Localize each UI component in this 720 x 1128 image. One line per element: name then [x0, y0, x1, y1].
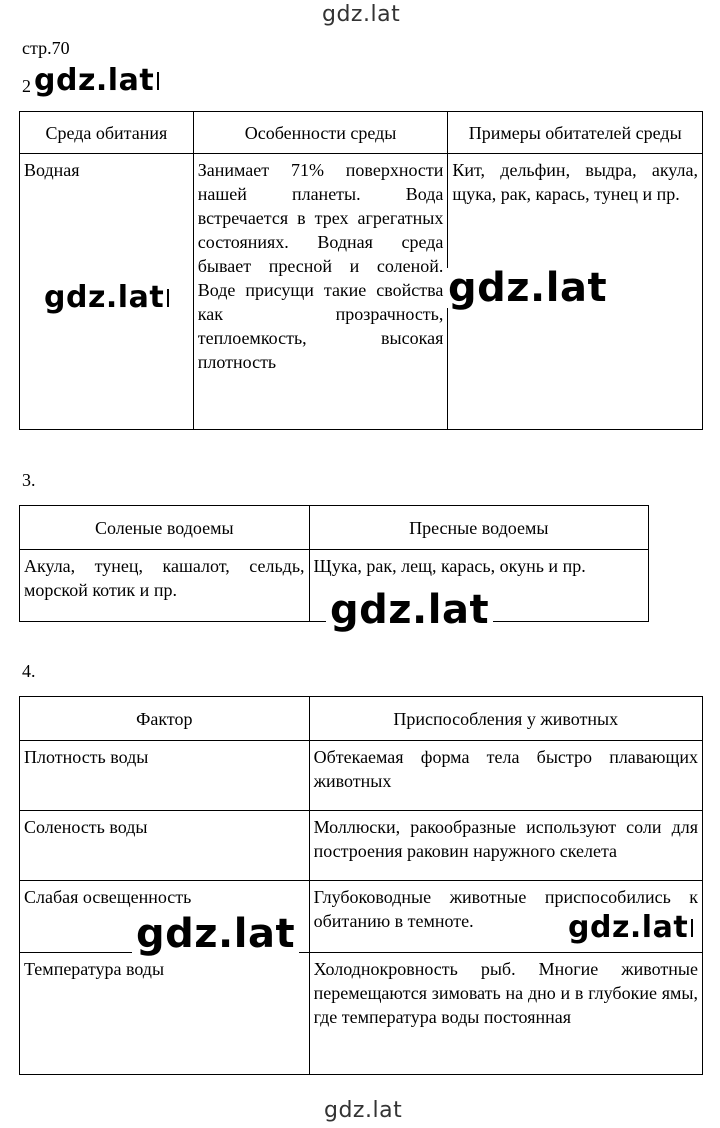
header-examples: Примеры обитателей среды — [448, 112, 703, 154]
waterbody-table-header — [20, 506, 649, 550]
cell-features: Занимает 71% поверхности нашей планеты. Вода встречается в трех агрегатных состояниях. Водная среда бывает пресной и соленой. Воде присущи такие свойства как прозрачность, теплоемкость, высокая плотность — [193, 154, 448, 430]
header-features: Особенности среды — [193, 112, 448, 154]
cell-adaptation: Глубоководные животные приспособились к обитанию в темноте. — [309, 881, 702, 953]
cell-adaptation: Холоднокровность рыб. Многие животные перемещаются зимовать на дно и в глубокие ямы, где температура воды постоянная — [309, 953, 702, 1075]
watermark-table3-right: gdz.lat — [566, 913, 695, 943]
cell-fresh: Щука, рак, лещ, карась, окунь и пр. — [309, 550, 648, 622]
cell-examples: Кит, дельфин, выдра, акула, щука, рак, карась, тунец и пр. — [448, 154, 703, 430]
cell-factor: Плотность воды — [20, 741, 310, 811]
adaptation-table-header — [20, 697, 703, 741]
header-salt: Соленые водоемы — [20, 506, 310, 550]
cell-habitat: Водная — [20, 154, 194, 430]
watermark-top: gdz.lat — [322, 2, 401, 27]
watermark-table3-left: gdz.lat — [132, 914, 299, 954]
page-label: стр.70 — [22, 38, 70, 58]
adaptation-table — [19, 696, 703, 1075]
habitat-table-header — [20, 112, 703, 154]
cell-factor: Слабая освещенность — [20, 881, 310, 953]
header-adaptation: Приспособления у животных — [309, 697, 702, 741]
task3-number: 3. — [22, 470, 36, 490]
cell-adaptation: Обтекаемая форма тела быстро плавающих животных — [309, 741, 702, 811]
watermark-table2: gdz.lat — [326, 590, 493, 630]
table-row — [20, 953, 703, 1075]
cell-factor: Температура воды — [20, 953, 310, 1075]
task2-number: 2 — [22, 76, 31, 96]
header-habitat: Среда обитания — [20, 112, 194, 154]
watermark-table1-left: gdz.lat — [44, 283, 169, 313]
watermark-header-logo: gdz.lat — [34, 66, 159, 96]
header-factor: Фактор — [20, 697, 310, 741]
header-fresh: Пресные водоемы — [309, 506, 648, 550]
cell-salt: Акула, тунец, кашалот, сельдь, морской котик и пр. — [20, 550, 310, 622]
table-row — [20, 741, 703, 811]
cell-adaptation: Моллюски, ракообразные используют соли для построения раковин наружного скелета — [309, 811, 702, 881]
watermark-bottom: gdz.lat — [324, 1098, 403, 1123]
table-row — [20, 811, 703, 881]
task4-number: 4. — [22, 661, 36, 681]
watermark-table1-right: gdz.lat — [448, 265, 608, 311]
cell-factor: Соленость воды — [20, 811, 310, 881]
